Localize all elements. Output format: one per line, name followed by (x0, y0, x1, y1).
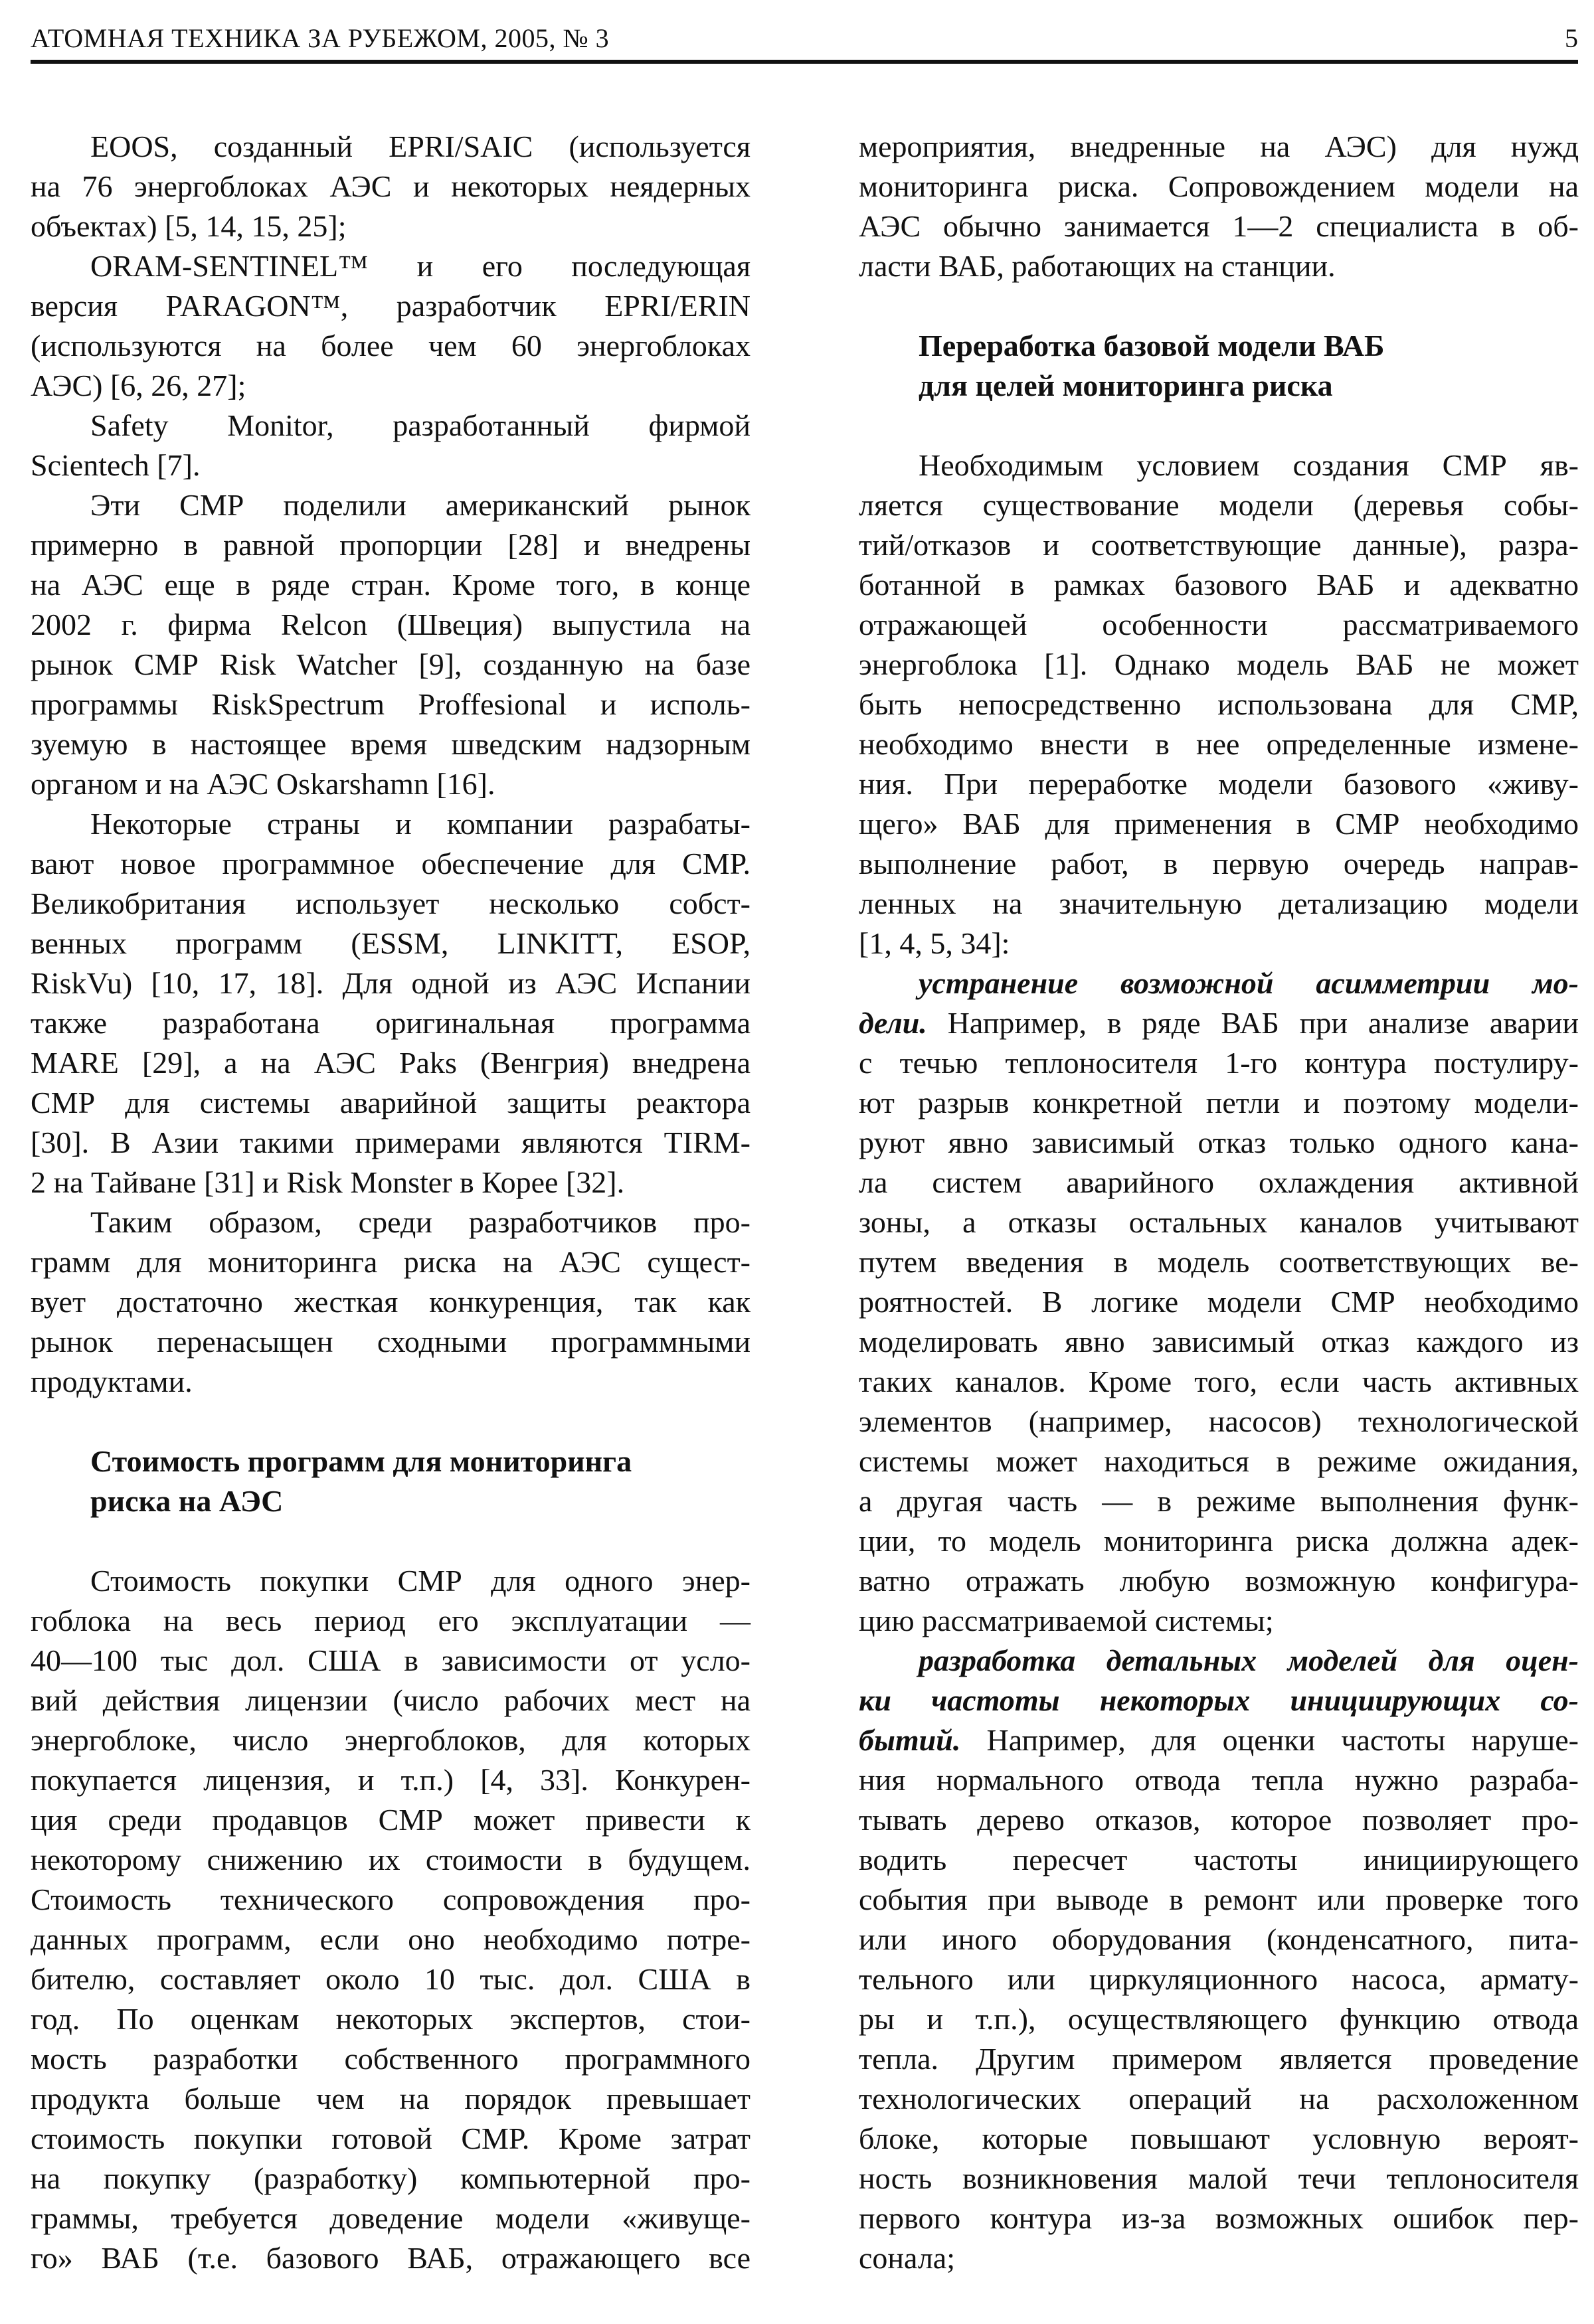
text-line: тывать дерево отказов, которое позволяет про- (859, 1803, 1579, 1837)
text-line: ватно отражать любую возможную конфигура- (859, 1564, 1579, 1598)
text-line: выполнение работ, в первую очередь направ- (859, 847, 1579, 880)
text-line: на АЭС еще в ряде стран. Кроме того, в конце (31, 568, 751, 602)
text-line: Стоимость программ для мониторинга (90, 1444, 632, 1478)
paragraph (31, 804, 751, 1203)
text-line: Стоимость технического сопровождения про- (31, 1882, 751, 1916)
text-line: бителю, составляет около 10 тыс. дол. США в (31, 1962, 751, 1996)
text-line: органом и на АЭС Oskarshamn [16]. (31, 767, 495, 801)
text-line: таких каналов. Кроме того, если часть активных (859, 1365, 1579, 1398)
emphasized-term: бытий. (859, 1723, 961, 1757)
text-line: ботанной в рамках базового ВАБ и адекватно (859, 568, 1579, 602)
right-column (859, 127, 1579, 2278)
text-line: Стоимость покупки СМР для одного энер- (90, 1564, 751, 1598)
text-line: отражающей особенности рассматриваемого (859, 608, 1579, 641)
paragraph (859, 1641, 1579, 2278)
paragraph (31, 246, 751, 406)
text-line (859, 1641, 1579, 1681)
text-line: водить пересчет частоты инициирующего (859, 1843, 1579, 1876)
text-line: продуктами. (31, 1365, 193, 1398)
text-line: технологических операций на расхоложенном (859, 2082, 1579, 2116)
text-line: рынок СМР Risk Watcher [9], созданную на базе (31, 647, 751, 681)
text-line: Некоторые страны и компании разрабаты- (90, 807, 751, 841)
running-header (31, 19, 1578, 58)
paragraph (31, 1561, 751, 2278)
text-line: блоке, которые повышают условную вероят- (859, 2121, 1579, 2155)
paragraph (31, 127, 751, 246)
text-line: моделировать явно зависимый отказ каждого из (859, 1325, 1579, 1359)
text-line: вует достаточно жесткая конкуренция, так как (31, 1285, 751, 1319)
text-line: быть непосредственно использована для СМР, (859, 687, 1579, 721)
text-line: программы RiskSpectrum Proffesional и исполь- (31, 687, 751, 721)
text-line: ляется существование модели (деревья собы- (859, 488, 1579, 522)
text-line: энергоблока [1]. Однако модель ВАБ не может (859, 647, 1579, 681)
text-line: стоимость покупки готовой СМР. Кроме затрат (31, 2121, 751, 2155)
text-line: рынок перенасыщен сходными программными (31, 1325, 751, 1359)
text-line: риска на АЭС (90, 1484, 284, 1518)
text-line: роятностей. В логике модели СМР необходимо (859, 1285, 1579, 1319)
text-line: данных программ, если оно необходимо потре- (31, 1922, 751, 1956)
text-line: мость разработки собственного программного (31, 2042, 751, 2076)
text-line: EOOS, созданный EPRI/SAIC (используется (90, 129, 751, 163)
text-line: [1, 4, 5, 34]: (859, 926, 1010, 960)
text-line: первого контура из-за возможных ошибок пер- (859, 2201, 1579, 2235)
text-line: события при выводе в ремонт или проверке того (859, 1882, 1579, 1916)
text-line: тельного или циркуляционного насоса, армату- (859, 1962, 1579, 1996)
text-line: АЭС обычно занимается 1—2 специалиста в об- (859, 209, 1579, 243)
text-line: тий/отказов и соответствующие данные), разра- (859, 528, 1579, 562)
emphasized-term: дели. (859, 1006, 927, 1040)
paragraph (859, 963, 1579, 1641)
text-line: с течью теплоносителя 1-го контура постулиру- (859, 1046, 1579, 1080)
text-line: граммы, требуется доведение модели «живуще- (31, 2201, 751, 2235)
text-line: необходимо внести в нее определенные измене- (859, 727, 1579, 761)
text-line: ность возникновения малой течи теплоносителя (859, 2161, 1579, 2195)
text-line (859, 963, 1579, 1003)
text-line: путем введения в модель соответствующих ве- (859, 1245, 1579, 1279)
text-line: также разработана оригинальная программа (31, 1006, 751, 1040)
paragraph (31, 406, 751, 485)
text-line: энергоблоке, число энергоблоков, для которых (31, 1723, 751, 1757)
text-line: руют явно зависимый отказ только одного кана- (859, 1125, 1579, 1159)
text-line: ния. При переработке модели базового «живу- (859, 767, 1579, 801)
text-line (859, 1681, 1579, 1720)
text-line: Необходимым условием создания СМР яв- (919, 448, 1579, 482)
text-line: год. По оценкам некоторых экспертов, стои- (31, 2002, 751, 2036)
text-line: Переработка базовой модели ВАБ (919, 329, 1385, 363)
text-line: гоблока на весь период его эксплуатации — (31, 1604, 751, 1637)
text-line: цию рассматриваемой системы; (859, 1604, 1274, 1637)
emphasized-term: разработка детальных моделей для оцен- (919, 1643, 1579, 1677)
text-line: ция среди продавцов СМР может привести к (31, 1803, 751, 1837)
text-line: MARE [29], а на АЭС Paks (Венгрия) внедрена (31, 1046, 751, 1080)
text-line: ласти ВАБ, работающих на станции. (859, 249, 1336, 283)
journal-title: АТОМНАЯ ТЕХНИКА ЗА РУБЕЖОМ, 2005, № 3 (31, 23, 610, 53)
text-line: 40—100 тыс дол. США в зависимости от усло- (31, 1643, 751, 1677)
text-line: или иного оборудования (конденсатного, пита- (859, 1922, 1579, 1956)
text-line: 2002 г. фирма Relcon (Швеция) выпустила на (31, 608, 751, 641)
text-line: го» ВАБ (т.е. базового ВАБ, отражающего все (31, 2241, 751, 2275)
text-line: тепла. Другим примером является проведение (859, 2042, 1579, 2076)
section-heading (859, 326, 1579, 406)
header-rule (31, 60, 1578, 64)
text-line: грамм для мониторинга риска на АЭС сущест- (31, 1245, 751, 1279)
text-line: объектах) [5, 14, 15, 25]; (31, 209, 347, 243)
text-line: [30]. В Азии такими примерами являются TIRM- (31, 1125, 751, 1159)
text-line: элементов (например, насосов) технологической (859, 1404, 1579, 1438)
text-line: для целей мониторинга риска (919, 369, 1333, 402)
text-line: ленных на значительную детализацию модели (859, 886, 1579, 920)
text-line: на 76 энергоблоках АЭС и некоторых неядерных (31, 169, 751, 203)
text-line: системы может находиться в режиме ожидания, (859, 1444, 1579, 1478)
text-line: некоторому снижению их стоимости в будущем. (31, 1843, 751, 1876)
text-line: СМР для системы аварийной защиты реактора (31, 1086, 751, 1120)
paragraph (31, 485, 751, 804)
text-line: Таким образом, среди разработчиков про- (90, 1205, 751, 1239)
text-line: ют разрыв конкретной петли и поэтому модели- (859, 1086, 1579, 1120)
emphasized-term: ки частоты некоторых инициирующих со- (859, 1683, 1579, 1717)
page-number: 5 (1565, 23, 1578, 53)
text-line: зуемую в настоящее время шведским надзорным (31, 727, 751, 761)
text-line: ла систем аварийного охлаждения активной (859, 1165, 1579, 1199)
text-line: сонала; (859, 2241, 956, 2275)
text-line: на покупку (разработку) компьютерной про- (31, 2161, 751, 2195)
text-line: 2 на Тайване [31] и Risk Monster в Корее [32]. (31, 1165, 625, 1199)
text-line: мероприятия, внедренные на АЭС) для нужд (859, 129, 1579, 163)
text-line (859, 1003, 1579, 1043)
section-heading (31, 1442, 751, 1521)
text-line: продукта больше чем на порядок превышает (31, 2082, 751, 2116)
text-line: ORAM-SENTINEL™ и его последующая (90, 249, 751, 283)
text-line: ции, то модель мониторинга риска должна адек- (859, 1524, 1579, 1558)
text-line: (используются на более чем 60 энергоблоках (31, 329, 751, 363)
text-line: версия PARAGON™, разработчик EPRI/ERIN (31, 289, 751, 323)
text-line: вий действия лицензии (число рабочих мест на (31, 1683, 751, 1717)
text-line (859, 1720, 1579, 1760)
text-line: покупается лицензия, и т.п.) [4, 33]. Конкурен- (31, 1763, 751, 1797)
text-line: RiskVu) [10, 17, 18]. Для одной из АЭС Испании (31, 966, 751, 1000)
emphasized-term: устранение возможной асимметрии мо- (919, 966, 1579, 1000)
paragraph (31, 1203, 751, 1402)
text-line: ры и т.п.), осуществляющего функцию отвода (859, 2002, 1579, 2036)
text-line: Эти СМР поделили американский рынок (90, 488, 751, 522)
text-line: щего» ВАБ для применения в СМР необходимо (859, 807, 1579, 841)
text-line: Великобритания использует несколько собст- (31, 886, 751, 920)
text-line: мониторинга риска. Сопровождением модели на (859, 169, 1579, 203)
line-text: Например, в ряде ВАБ при анализе аварии (927, 1006, 1579, 1040)
text-line: ния нормального отвода тепла нужно разраба- (859, 1763, 1579, 1797)
text-line: вают новое программное обеспечение для СМР. (31, 847, 751, 880)
text-line: примерно в равной пропорции [28] и внедрены (31, 528, 751, 562)
text-line: Safety Monitor, разработанный фирмой (90, 408, 751, 442)
text-line: венных программ (ESSM, LINKITT, ESOP, (31, 926, 751, 960)
line-text: Например, для оценки частоты наруше- (960, 1723, 1579, 1757)
text-line: а другая часть — в режиме выполнения функ- (859, 1484, 1579, 1518)
text-line: Scientech [7]. (31, 448, 201, 482)
text-line: зоны, а отказы остальных каналов учитывают (859, 1205, 1579, 1239)
left-column (31, 127, 751, 2278)
paragraph (859, 127, 1579, 286)
paragraph (859, 446, 1579, 963)
text-line: АЭС) [6, 26, 27]; (31, 369, 246, 402)
